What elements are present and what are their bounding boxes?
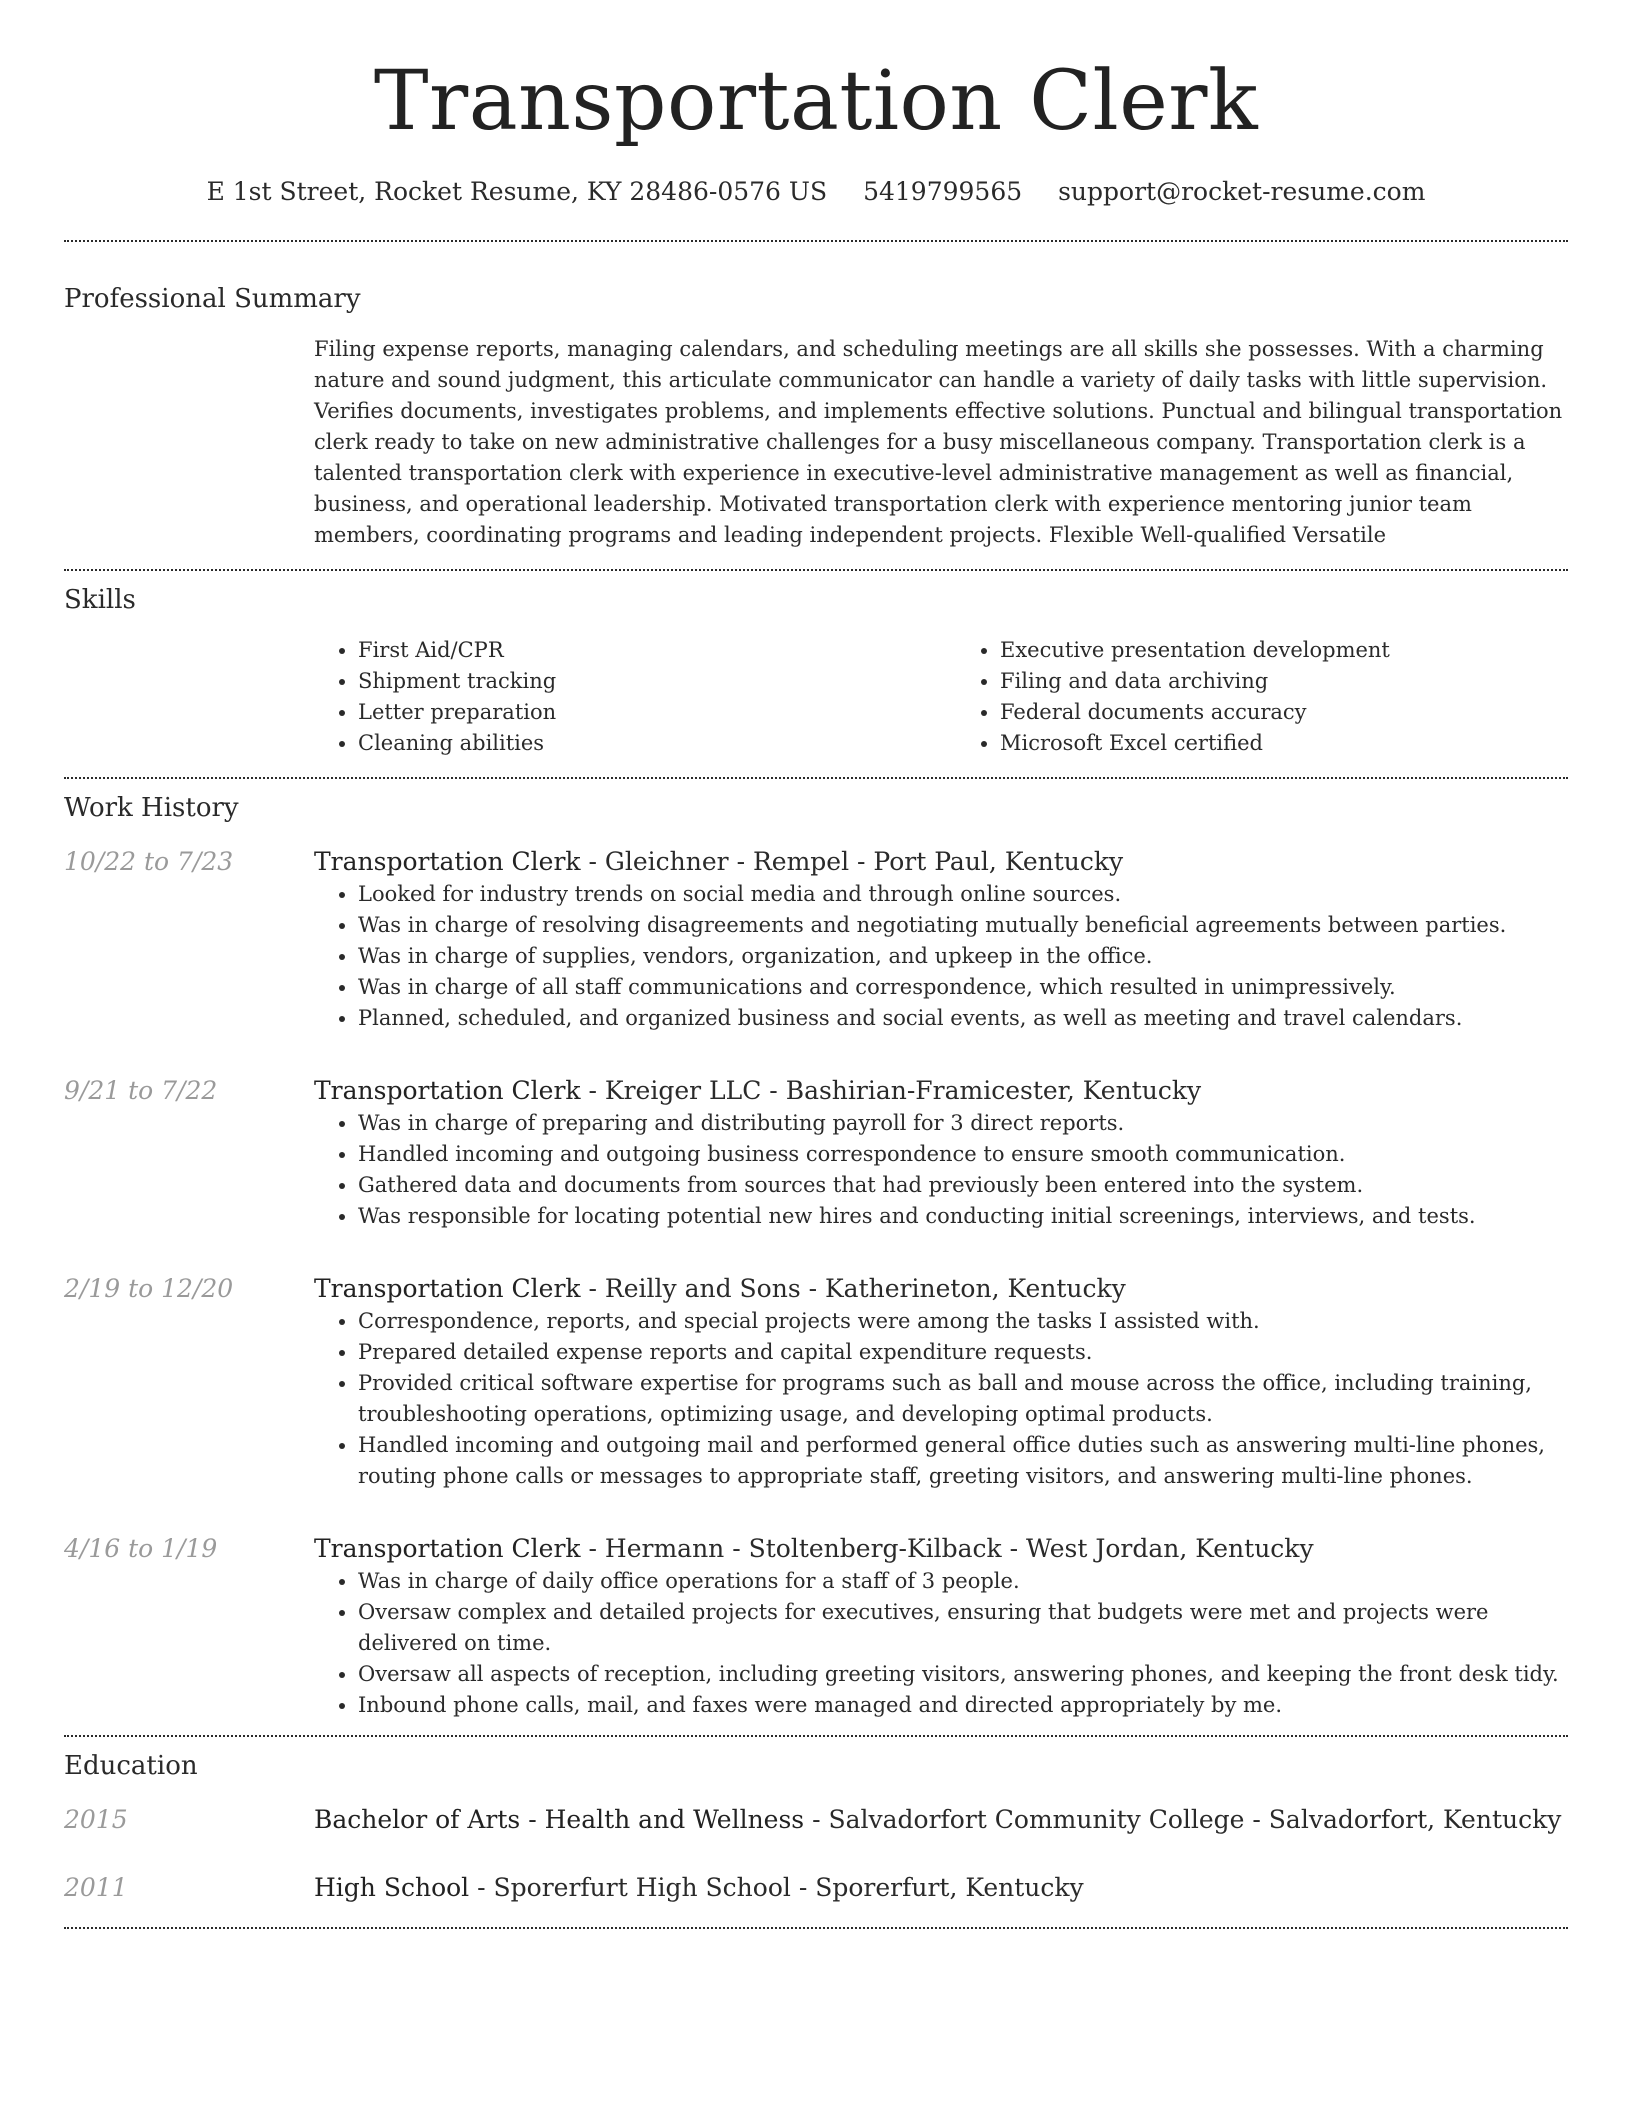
education-school: - Sporerfurt High School - Sporerfurt, Kentucky: [469, 1873, 1084, 1902]
contact-email: support@rocket-resume.com: [1058, 177, 1426, 206]
job-company: - Reilly and Sons - Katherineton, Kentucky: [580, 1274, 1126, 1303]
education-section: [0, 1737, 1632, 1905]
section-divider: [64, 1927, 1568, 1929]
job-company: - Gleichner - Rempel - Port Paul, Kentucky: [580, 847, 1124, 876]
job-role: Transportation Clerk: [314, 847, 581, 876]
candidate-name: Transportation Clerk: [373, 54, 1259, 149]
education-school: - Salvadorfort Community College - Salvadorfort, Kentucky: [804, 1805, 1562, 1834]
section-title-work: Work History: [64, 793, 239, 823]
education-title: [314, 1803, 1568, 1837]
skills-section: [0, 571, 1632, 759]
job-duties: [314, 1108, 1568, 1232]
skill-item: • Executive presentation development: [1000, 635, 1568, 666]
skill-item: • Federal documents accuracy: [1000, 697, 1568, 728]
job-role: Transportation Clerk: [314, 1534, 581, 1563]
job-entry: [64, 1074, 1568, 1232]
contact-phone: 5419799565: [863, 177, 1023, 206]
duty-item: • Handled incoming and outgoing mail and performed general office duties such as answering multi-line phones, routing phone calls or messages to appropriate staff, greeting visitors, and answering multi-line phones.: [358, 1430, 1568, 1492]
education-entry: [64, 1803, 1568, 1837]
job-dates: 10/22 to 7/23: [64, 847, 234, 876]
duty-item: • Was in charge of daily office operations for a staff of 3 people.: [358, 1566, 1568, 1597]
education-entry: [64, 1871, 1568, 1905]
section-title-skills: Skills: [64, 585, 136, 615]
section-title-education: Education: [64, 1751, 198, 1781]
duty-item: • Gathered data and documents from sources that had previously been entered into the system.: [358, 1170, 1568, 1201]
duty-item: • Handled incoming and outgoing business correspondence to ensure smooth communication.: [358, 1139, 1568, 1170]
contact-address: E 1st Street, Rocket Resume, KY 28486-0576 US: [206, 177, 828, 206]
skills-list-left: [314, 635, 926, 759]
duty-item: • Looked for industry trends on social media and through online sources.: [358, 879, 1568, 910]
job-dates: 9/21 to 7/22: [64, 1076, 218, 1105]
job-title: [314, 845, 1568, 879]
education-degree: Bachelor of Arts - Health and Wellness: [314, 1805, 805, 1834]
contact-line: [0, 176, 1632, 208]
duty-item: • Inbound phone calls, mail, and faxes were managed and directed appropriately by me.: [358, 1690, 1568, 1721]
job-entry: [64, 1532, 1568, 1721]
job-title: [314, 1074, 1568, 1108]
education-year: 2015: [64, 1805, 128, 1834]
job-title: [314, 1272, 1568, 1306]
job-entry: [64, 1272, 1568, 1492]
skill-item: • Filing and data archiving: [1000, 666, 1568, 697]
duty-item: • Oversaw all aspects of reception, including greeting visitors, answering phones, and keeping the front desk tidy.: [358, 1659, 1568, 1690]
job-duties: [314, 1566, 1568, 1721]
duty-item: • Was in charge of supplies, vendors, organization, and upkeep in the office.: [358, 941, 1568, 972]
duty-item: • Provided critical software expertise for programs such as ball and mouse across the office, including training, troubleshooting operations, optimizing usage, and developing optimal products.: [358, 1368, 1568, 1430]
summary-section: [0, 242, 1632, 551]
job-role: Transportation Clerk: [314, 1274, 581, 1303]
skill-item: • Shipment tracking: [358, 666, 926, 697]
duty-item: • Prepared detailed expense reports and capital expenditure requests.: [358, 1337, 1568, 1368]
education-degree: High School: [314, 1873, 470, 1902]
job-dates: 2/19 to 12/20: [64, 1274, 234, 1303]
skill-item: • First Aid/CPR: [358, 635, 926, 666]
skills-grid: [314, 635, 1568, 759]
duty-item: • Was in charge of resolving disagreements and negotiating mutually beneficial agreements between parties.: [358, 910, 1568, 941]
duty-item: • Was in charge of all staff communications and correspondence, which resulted in unimpressively.: [358, 972, 1568, 1003]
skill-item: • Microsoft Excel certified: [1000, 728, 1568, 759]
job-duties: [314, 879, 1568, 1034]
work-history-section: [0, 779, 1632, 1721]
skills-list-right: [956, 635, 1568, 759]
duty-item: • Was in charge of preparing and distributing payroll for 3 direct reports.: [358, 1108, 1568, 1139]
job-company: - Hermann - Stoltenberg-Kilback - West Jordan, Kentucky: [580, 1534, 1314, 1563]
duty-item: • Correspondence, reports, and special projects were among the tasks I assisted with.: [358, 1306, 1568, 1337]
job-title: [314, 1532, 1568, 1566]
job-duties: [314, 1306, 1568, 1492]
summary-text: Filing expense reports, managing calendars, and scheduling meetings are all skills she possesses. With a charming nature and sound judgment, this articulate communicator can handle a variety of daily tasks with little supervision. Verifies documents, investigates problems, and implements effective solutions. Punctual and bilingual transportation clerk ready to take on new administrative challenges for a busy miscellaneous company. Transportation clerk is a talented transportation clerk with experience in executive-level administrative management as well as financial, business, and operational leadership. Motivated transportation clerk with experience mentoring junior team members, coordinating programs and leading independent projects. Flexible Well-qualified Versatile: [314, 337, 1563, 547]
job-dates: 4/16 to 1/19: [64, 1534, 218, 1563]
skill-item: • Letter preparation: [358, 697, 926, 728]
section-title-summary: Professional Summary: [64, 284, 361, 314]
job-role: Transportation Clerk: [314, 1076, 581, 1105]
education-title: [314, 1871, 1568, 1905]
education-year: 2011: [64, 1873, 128, 1902]
duty-item: • Oversaw complex and detailed projects for executives, ensuring that budgets were met and projects were delivered on time.: [358, 1597, 1568, 1659]
duty-item: • Was responsible for locating potential new hires and conducting initial screenings, interviews, and tests.: [358, 1201, 1568, 1232]
job-company: - Kreiger LLC - Bashirian-Framicester, Kentucky: [580, 1076, 1202, 1105]
job-entry: [64, 845, 1568, 1034]
skill-item: • Cleaning abilities: [358, 728, 926, 759]
resume-header: [0, 0, 1632, 208]
duty-item: • Planned, scheduled, and organized business and social events, as well as meeting and travel calendars.: [358, 1003, 1568, 1034]
